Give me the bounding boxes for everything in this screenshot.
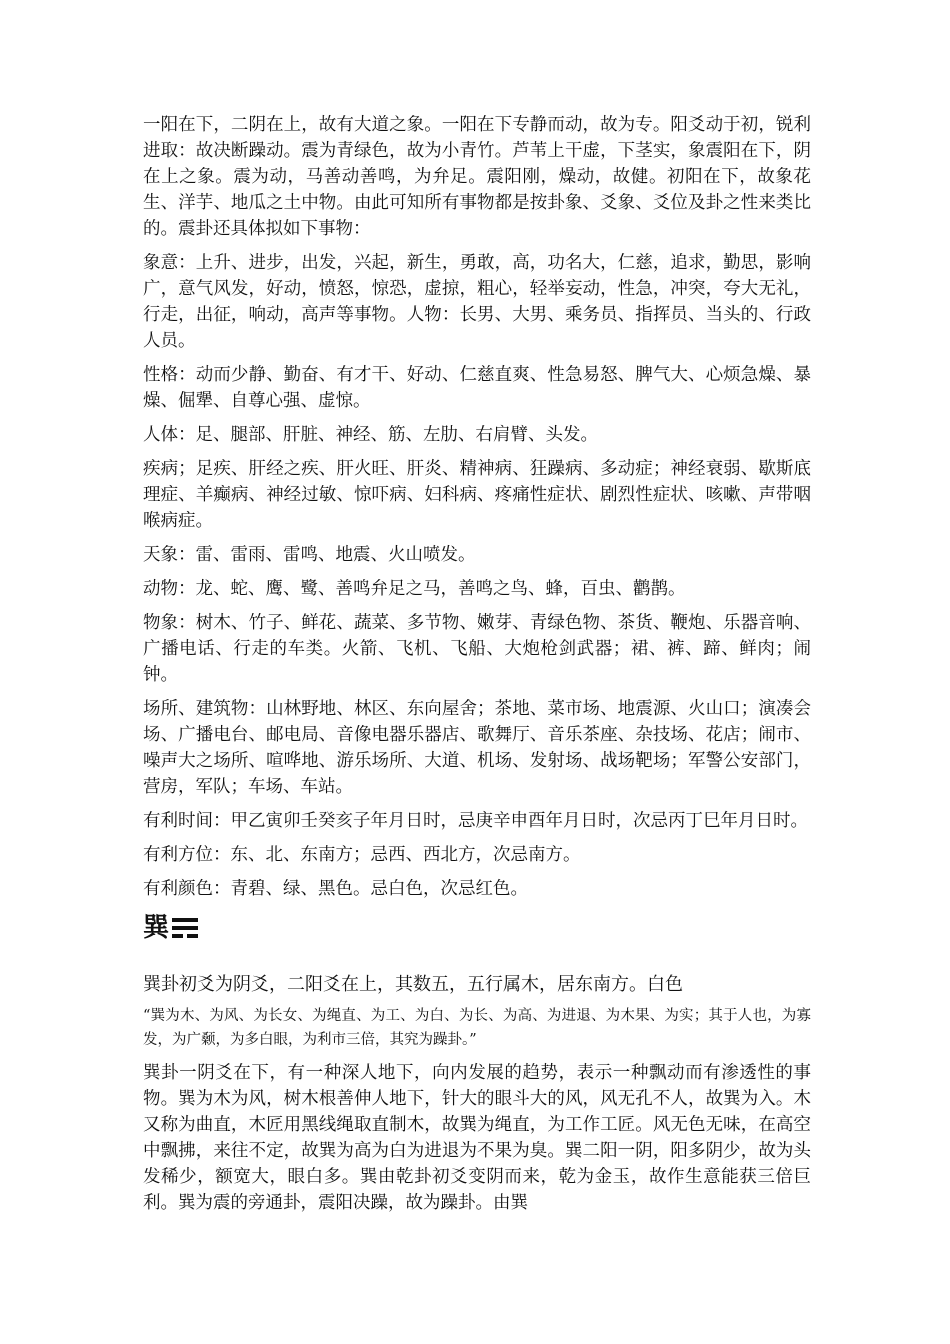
paragraph-favorable-time: 有利时间：甲乙寅卯壬癸亥子年月日时，忌庚辛申酉年月日时，次忌丙丁巳年月日时。: [143, 811, 808, 831]
paragraph-weather: 天象：雷、雷雨、雷鸣、地震、火山喷发。: [143, 545, 476, 565]
section-quote: “巽为木、为风、为长女、为绳直、为工、为白、为长、为高、为进退、为木果、为实；其于人也，为寡发，为广颡，为多白眼，为利市三倍，其究为躁卦。”: [143, 1008, 811, 1048]
paragraph-favorable-direction: 有利方位：东、北、东南方；忌西、西北方，次忌南方。: [143, 845, 581, 865]
xun-trigram-icon: [172, 918, 198, 938]
paragraph-disease: 疾病；足疾、肝经之疾、肝火旺、肝炎、精神病、狂躁病、多动症；神经衰弱、歇斯底理症、羊癫病、神经过敏、惊吓病、妇科病、疼痛性症状、剧烈性症状、咳嗽、声带咽喉病症。: [143, 459, 811, 531]
trigram-yang-line-top: [172, 918, 198, 922]
paragraph-body: 人体：足、腿部、肝脏、神经、筋、左肋、右肩臂、头发。: [143, 425, 598, 445]
section-body: 巽卦一阴爻在下，有一种深人地下，向内发展的趋势，表示一种飘动而有渗透性的事物。巽为木为风，树木根善伸人地下，针大的眼斗大的风，风无孔不人，故巽为入。木又称为曲直，木匠用黑线绳取直制木，故巽为绳直，为工作工匠。风无色无味，在高空中飘拂，来往不定，故巽为高为白为进退为不果为臭。巽二阳一阴，阳多阴少，故为头发稀少，额宽大，眼白多。巽由乾卦初爻变阴而来，乾为金玉，故作生意能获三倍巨利。巽为震的旁通卦，震阳决躁，故为躁卦。由巽: [143, 1063, 811, 1213]
paragraph-character: 性格：动而少静、勤奋、有才干、好动、仁慈直爽、性急易怒、脾气大、心烦急燥、暴燥、倔犟、自尊心强、虚惊。: [143, 365, 811, 411]
paragraph-meaning: 象意：上升、进步，出发，兴起，新生，勇敢，高，功名大，仁慈，追求，勤思，影响广，意气风发，好动，愤怒，惊恐，虚掠，粗心，轻举妄动，性急，冲突，夸大无礼，行走，出征，响动，高声等事物。人物：长男、大男、乘务员、指挥员、当头的、行政人员。: [143, 253, 811, 351]
section-title: 巽: [143, 913, 170, 943]
trigram-yang-line-middle: [172, 926, 198, 930]
text-column: [143, 112, 811, 1224]
paragraph-zhen-summary: 一阳在下，二阴在上，故有大道之象。一阳在下专静而动，故为专。阳爻动于初，锐利进取：故决断躁动。震为青绿色，故为小青竹。芦苇上干虚，下茎实，象震阳在下，阴在上之象。震为动，马善动善鸣，为弁足。震阳刚，燥动，故健。初阳在下，故象花生、洋芋、地瓜之土中物。由此可知所有事物都是按卦象、爻象、爻位及卦之性来类比的。震卦还具体拟如下事物：: [143, 115, 811, 239]
paragraph-favorable-color: 有利颜色：青碧、绿、黑色。忌白色，次忌红色。: [143, 879, 528, 899]
section-heading-xun: [143, 910, 811, 946]
section-intro: 巽卦初爻为阴爻，二阳爻在上，其数五，五行属木，居东南方。白色: [143, 974, 683, 995]
trigram-yin-line-bottom: [172, 934, 198, 938]
paragraph-objects: 物象：树木、竹子、鲜花、蔬菜、多节物、嫩芽、青绿色物、茶货、鞭炮、乐器音响、广播电话、行走的车类。火箭、飞机、飞船、大炮枪剑武器；裙、裤、蹄、鲜肉；闹钟。: [143, 613, 811, 685]
paragraph-animals: 动物：龙、蛇、鹰、鹭、善鸣弁足之马，善鸣之鸟、蜂，百虫、鹳鹊。: [143, 579, 686, 599]
paragraph-places: 场所、建筑物：山林野地、林区、东向屋舍；茶地、菜市场、地震源、火山口；演凑会场、广播电台、邮电局、音像电器乐器店、歌舞厅、音乐茶座、杂技场、花店；闹市、噪声大之场所、喧哗地、游乐场所、大道、机场、发射场、战场靶场；军警公安部门，营房，军队；车场、车站。: [143, 699, 811, 797]
